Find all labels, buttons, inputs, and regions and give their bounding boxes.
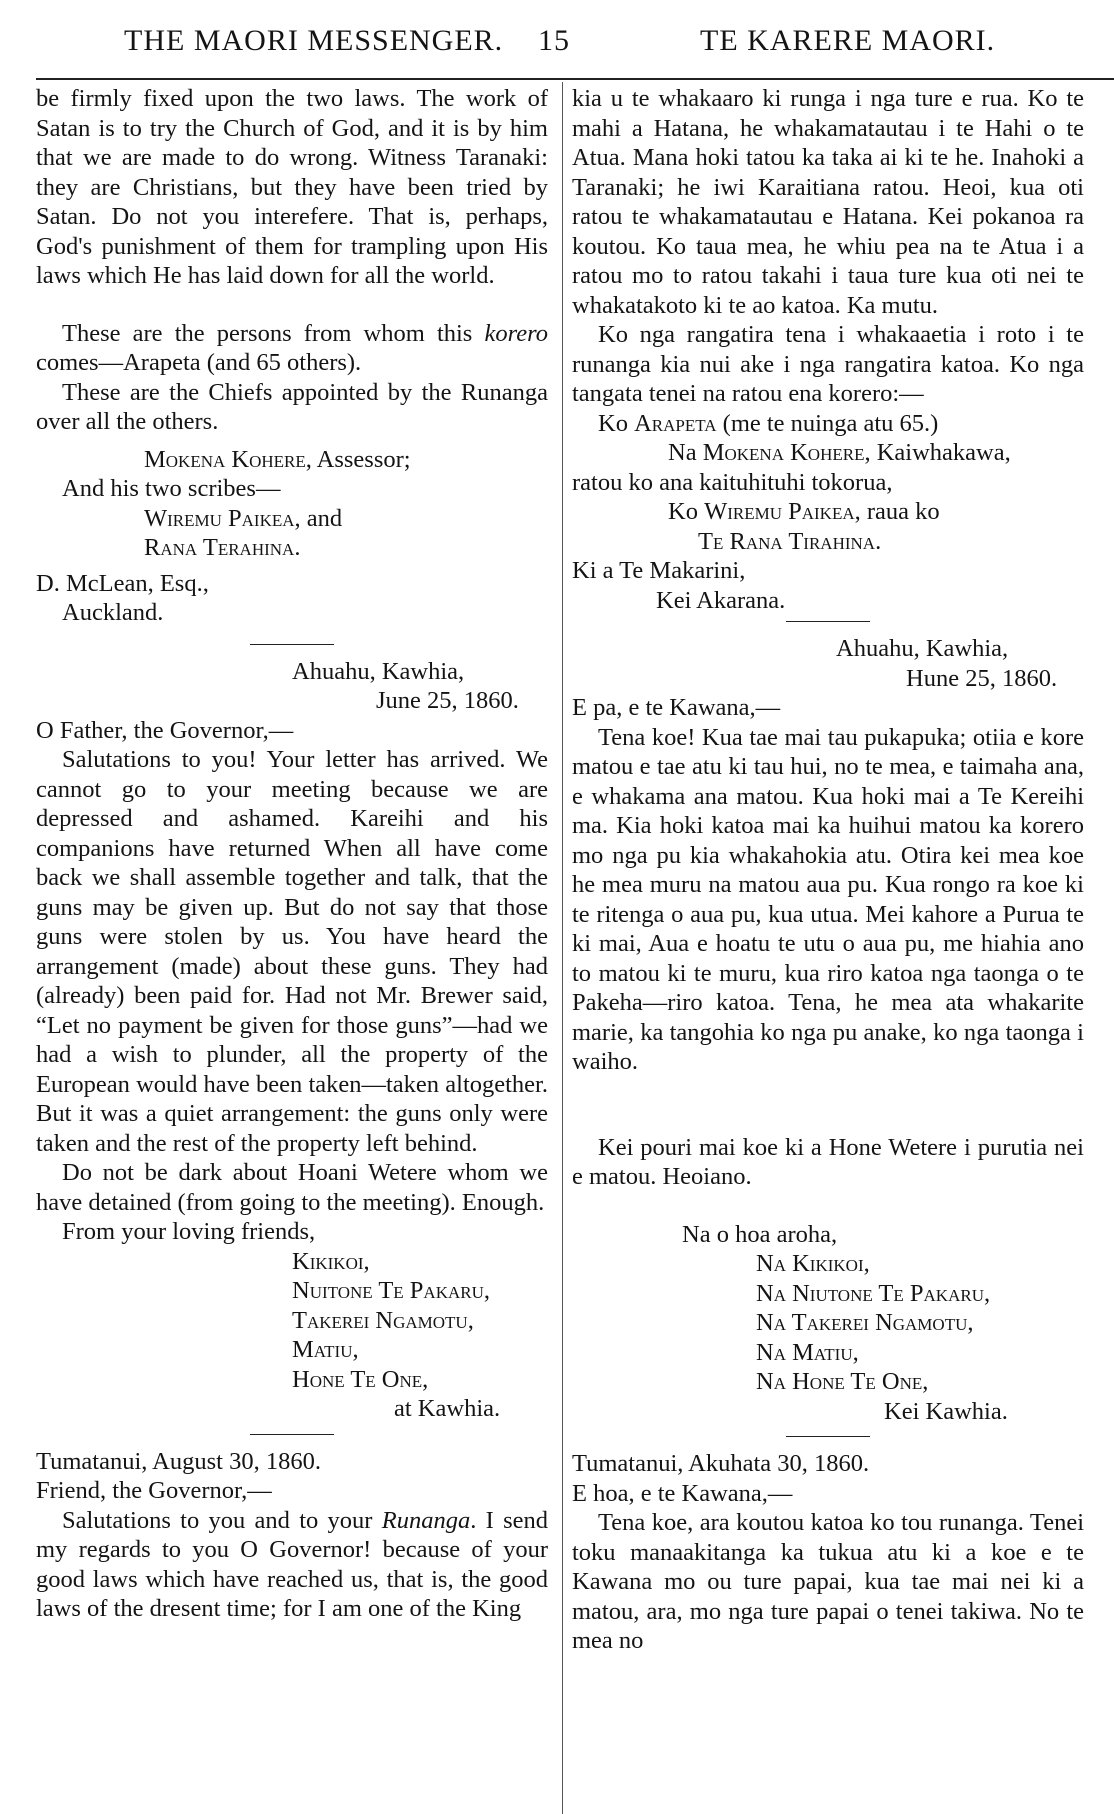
letter-body: Salutations to you and to your Runanga. I send my regards to you O Governor! because of your good laws which have reached us, that is, the good laws of the dresent time; for I am one of the King <box>36 1506 548 1622</box>
addressee: D. McLean, Esq., <box>36 569 209 597</box>
addressee-place: Auckland. <box>62 599 164 626</box>
signer: Nuitone Te Pakaru, <box>292 1277 491 1304</box>
masthead-english: THE MAORI MESSENGER. <box>124 24 504 57</box>
signer: Takerei Ngamotu, <box>292 1306 474 1334</box>
paragraph: These are the persons from whom this korero comes—Arapeta (and 65 others). <box>36 319 548 376</box>
signer: Hone Te One, <box>292 1365 429 1393</box>
letter-body: Tena koe! Kua tae mai tau pukapuka; otiia e kore matou e tae atu ki tau hui, no te mea, e taimaha ana, e whakama ana matou. Kua hoki mai a Te Kereihi ma. Kia hoki katoa mai ka huihui matou ka korero mo nga pu kia whakahokia atu. Otira kei mea koe he mea muru na matou aua pu. Kua rongo ra koe ki te ritenga o aua pu, kua utua. Mei kahore a Purua te ki mai, Aua e hoatu te utu o aua pu, me hiahia ano to matou ki te muru, kua riro katoa nga taonga o te Pakeha—riro katoa. Tena, he mea ata whakarite marie, ka tangohia ko nga pu anake, ko nga taonga i waiho. <box>572 723 1084 1075</box>
letter-body: Salutations to you! Your letter has arrived. We cannot go to your meeting because we are depressed and ashamed. Kareihi and his companions have returned When all have come back we shall assemble together and talk, that the guns may be given up. But do not say that those guns were stolen by us. You have heard the arrangement (made) about these guns. They had (already) been paid for. Had not Mr. Brewer said, “Let no payment be given for those guns”—had we had a wish to plunder, all the property of the European would have been taken—taken altogether. But it was a quiet arrangement: the guns only were taken and the rest of the property left behind. <box>36 746 548 1157</box>
salutation: E hoa, e te Kawana,— <box>572 1479 793 1507</box>
masthead-maori: TE KARERE MAORI. <box>700 24 996 57</box>
signer: Na Hone Te One, <box>756 1368 929 1395</box>
signer: Na Niutone Te Pakaru, <box>756 1279 991 1307</box>
column-divider <box>562 82 563 1814</box>
signature-line: Ko Arapeta (me te nuinga atu 65.) <box>598 409 939 437</box>
letter-date: June 25, 1860. <box>376 687 519 714</box>
section-rule <box>250 644 334 645</box>
letter-place-date: Tumatanui, Akuhata 30, 1860. <box>572 1450 870 1477</box>
closing: From your loving friends, <box>62 1218 316 1245</box>
letter-body: Tena koe, ara koutou katoa ko tou runanga. Tenei toku manaakitanga ka tukua atu ki a koe e te Kawana mo ou ture papai, kua tae mai nei ki a matou, ara, mo nga ture papai o tenei takiwa. No te mea no <box>572 1509 1084 1654</box>
section-rule <box>786 621 870 622</box>
english-column <box>36 84 548 1814</box>
signature-line: Te Rana Tirahina. <box>698 527 882 555</box>
signature-line: Na Mokena Kohere, Kaiwhakawa, <box>668 439 1011 466</box>
letter-place: Ahuahu, Kawhia, <box>836 635 1009 662</box>
letter-place: Ahuahu, Kawhia, <box>292 657 465 685</box>
paragraph: be firmly fixed upon the two laws. The work of Satan is to try the Church of God, and it is by him that we are made to do wrong. Witness Taranaki: they are Christians, but they have been tried by Satan. Do not you interefere. That is, perhaps, God's punishment of them for trampling upon His laws which He has laid down for all the world. <box>36 85 548 289</box>
letter-place-date: Tumatanui, August 30, 1860. <box>36 1447 321 1475</box>
letter-body: Do not be dark about Hoani Wetere whom we have detained (from going to the meeting). Enough. <box>36 1159 548 1216</box>
signer: Kikikoi, <box>292 1247 370 1275</box>
signer: Na Takerei Ngamotu, <box>756 1309 974 1336</box>
section-rule <box>250 1434 334 1435</box>
signature-line: Rana Terahina. <box>144 534 301 561</box>
signer: Na Matiu, <box>756 1338 859 1366</box>
signer: Na Kikikoi, <box>756 1250 870 1277</box>
letter-body: Kei pouri mai koe ki a Hone Wetere i purutia nei e matou. Heoiano. <box>572 1133 1084 1190</box>
letter-origin: Kei Kawhia. <box>884 1397 1008 1425</box>
paragraph: These are the Chiefs appointed by the Runanga over all the others. <box>36 378 548 435</box>
page-number: 15 <box>538 24 570 57</box>
signature-line: Mokena Kohere, Assessor; <box>144 445 411 473</box>
maori-column <box>572 84 1084 1814</box>
salutation: O Father, the Governor,— <box>36 716 294 744</box>
addressee-place: Kei Akarana. <box>656 586 786 614</box>
signature-line: Ko Wiremu Paikea, raua ko <box>668 498 940 525</box>
paragraph: kia u te whakaaro ki runga i nga ture e rua. Ko te mahi a Hatana, he whakamatautau i te Hahi o te Atua. Mana hoki tatou ka taka ai ki te he. Inahoki a Taranaki; he iwi Karaitiana ratou. Heoi, kua oti ratou te whakamatautau e Hatana. Kei pokanoa ra koutou. Ko taua mea, he whiu pea na te Atua i a ratou mo to ratou takahi i taua ture kua oti nei te whakatakoto ki te ao katoa. Ka mutu. <box>572 85 1084 319</box>
signature-line: Wiremu Paikea, and <box>144 504 343 532</box>
signature-line: ratou ko ana kaituhituhi tokorua, <box>572 468 893 496</box>
salutation: E pa, e te Kawana,— <box>572 694 781 721</box>
salutation: Friend, the Governor,— <box>36 1477 272 1504</box>
addressee: Ki a Te Makarini, <box>572 557 746 584</box>
section-rule <box>786 1436 870 1437</box>
signature-line: And his two scribes— <box>62 475 281 502</box>
letter-date: Hune 25, 1860. <box>906 664 1058 692</box>
header-rule <box>36 78 1114 80</box>
closing: Na o hoa aroha, <box>682 1220 838 1248</box>
paragraph: Ko nga rangatira tena i whakaaetia i roto i te runanga kia nui ake i nga rangatira katoa. Ko nga tangata tenei na ratou ena korero:— <box>572 321 1084 407</box>
signer: Matiu, <box>292 1336 359 1363</box>
letter-origin: at Kawhia. <box>394 1395 501 1422</box>
